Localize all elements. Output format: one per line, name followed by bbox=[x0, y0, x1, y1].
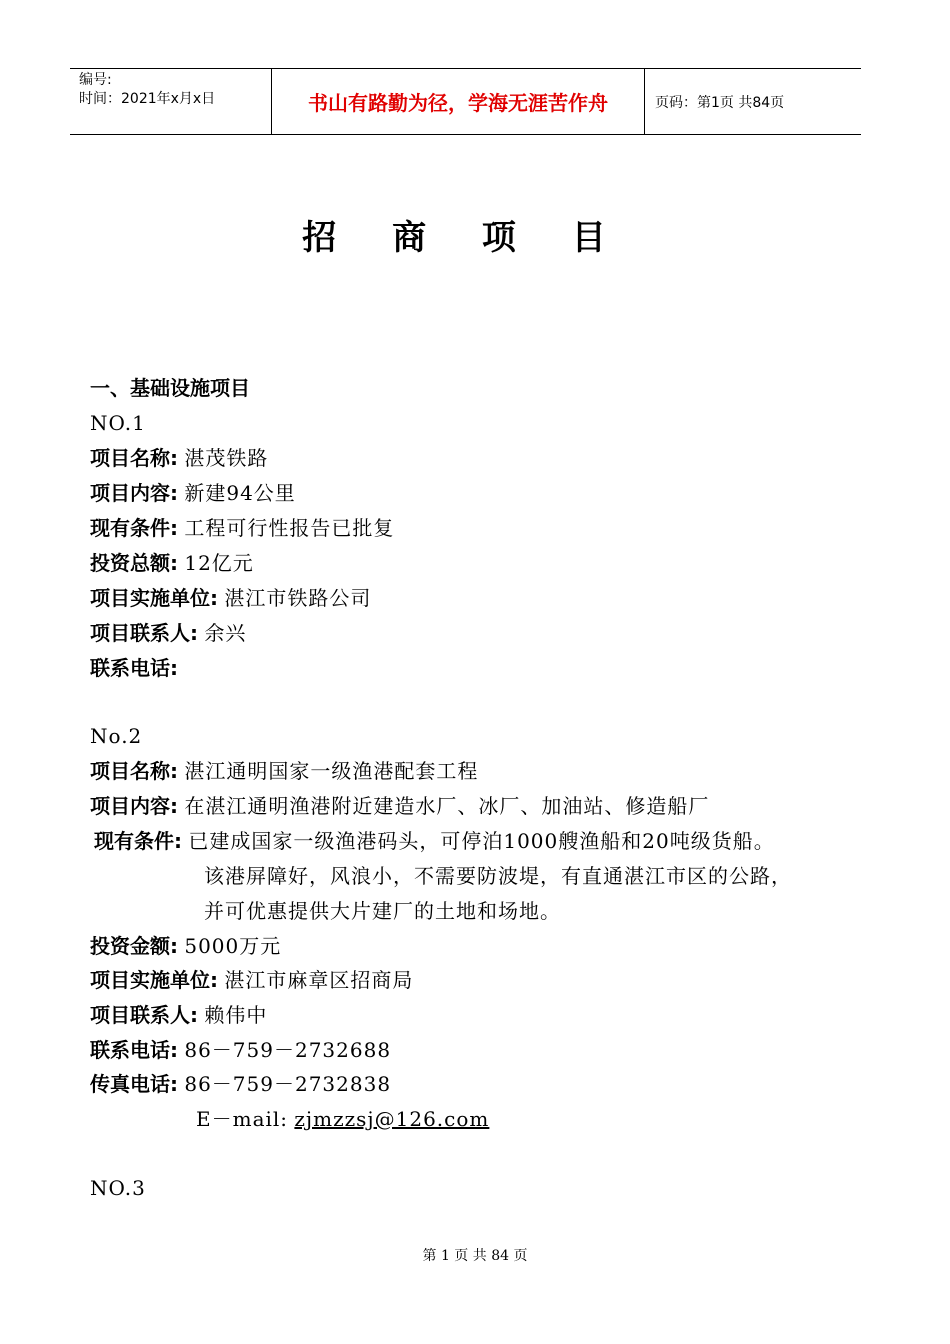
project-contact: 赖伟中 bbox=[204, 1003, 268, 1027]
project-investment: 5000万元 bbox=[184, 934, 282, 958]
project-name: 湛茂铁路 bbox=[184, 446, 269, 470]
project-name-label: 项目名称: bbox=[90, 446, 178, 470]
project-phone-label: 联系电话: bbox=[90, 656, 178, 680]
project-conditions-line: 并可优惠提供大片建厂的土地和场地。 bbox=[204, 899, 561, 923]
project-contact-label: 项目联系人: bbox=[90, 1003, 198, 1027]
project-fax-row bbox=[90, 1070, 391, 1098]
project-contact: 余兴 bbox=[204, 621, 247, 645]
page-header bbox=[70, 68, 861, 135]
project-investment-label: 投资总额: bbox=[90, 551, 178, 575]
project-conditions: 工程可行性报告已批复 bbox=[184, 516, 395, 540]
project-conditions-row bbox=[90, 514, 394, 542]
project-phone-row bbox=[90, 1036, 391, 1064]
project-contact-row bbox=[90, 619, 246, 647]
header-page-info: 页码：第1页 共84页 bbox=[655, 94, 785, 111]
project-contact-row bbox=[90, 1001, 267, 1029]
header-motto: 书山有路勤为径，学海无涯苦作舟 bbox=[308, 91, 608, 115]
project-phone-label: 联系电话: bbox=[90, 1038, 178, 1062]
project-fax-label: 传真电话: bbox=[90, 1072, 178, 1096]
project-name-row bbox=[90, 757, 478, 785]
project-content: 在湛江通明渔港附近建造水厂、冰厂、加油站、修造船厂 bbox=[184, 794, 710, 818]
project-conditions-line: 已建成国家一级渔港码头，可停泊1000艘渔船和20吨级货船。 bbox=[188, 829, 775, 853]
project-name-label: 项目名称: bbox=[90, 759, 178, 783]
project-investment-label: 投资金额: bbox=[90, 934, 178, 958]
project-number: No.2 bbox=[90, 724, 143, 748]
page-footer: 第 1 页 共 84 页 bbox=[422, 1248, 528, 1264]
project-fax: 86－759－2732838 bbox=[184, 1072, 392, 1096]
project-conditions-row bbox=[94, 827, 775, 855]
project-unit-label: 项目实施单位: bbox=[90, 586, 218, 610]
serial-label: 编号: bbox=[79, 72, 112, 88]
time-label: 时间：2021年x月x日 bbox=[79, 91, 216, 107]
project-phone: 86－759－2732688 bbox=[184, 1038, 392, 1062]
project-investment-row bbox=[90, 932, 281, 960]
project-investment: 12亿元 bbox=[184, 551, 254, 575]
project-content-label: 项目内容: bbox=[90, 481, 178, 505]
project-unit: 湛江市麻章区招商局 bbox=[224, 968, 414, 992]
project-email-link[interactable]: zjmzzsj@126.com bbox=[294, 1107, 490, 1131]
project-content-row bbox=[90, 479, 296, 507]
project-content-label: 项目内容: bbox=[90, 794, 178, 818]
project-unit-label: 项目实施单位: bbox=[90, 968, 218, 992]
project-contact-label: 项目联系人: bbox=[90, 621, 198, 645]
project-number: NO.3 bbox=[90, 1176, 146, 1200]
project-conditions-label: 现有条件: bbox=[90, 516, 178, 540]
project-unit-row bbox=[90, 584, 371, 612]
project-unit-row bbox=[90, 966, 413, 994]
section-heading: 一、基础设施项目 bbox=[90, 376, 250, 400]
project-number: NO.1 bbox=[90, 411, 146, 435]
document-title: 招 商 项 目 bbox=[302, 218, 628, 258]
project-name-row bbox=[90, 444, 268, 472]
project-content: 新建94公里 bbox=[184, 481, 296, 505]
project-conditions-line: 该港屏障好，风浪小，不需要防波堤，有直通湛江市区的公路， bbox=[204, 864, 792, 888]
project-content-row bbox=[90, 792, 709, 820]
project-unit: 湛江市铁路公司 bbox=[224, 586, 372, 610]
project-name: 湛江通明国家一级渔港配套工程 bbox=[184, 759, 479, 783]
project-conditions-label: 现有条件: bbox=[94, 829, 182, 853]
project-email-label: E－mail: bbox=[196, 1107, 289, 1131]
header-meta bbox=[70, 69, 272, 134]
project-investment-row bbox=[90, 549, 254, 577]
project-email-row bbox=[196, 1105, 489, 1133]
header-motto-cell bbox=[272, 69, 645, 134]
